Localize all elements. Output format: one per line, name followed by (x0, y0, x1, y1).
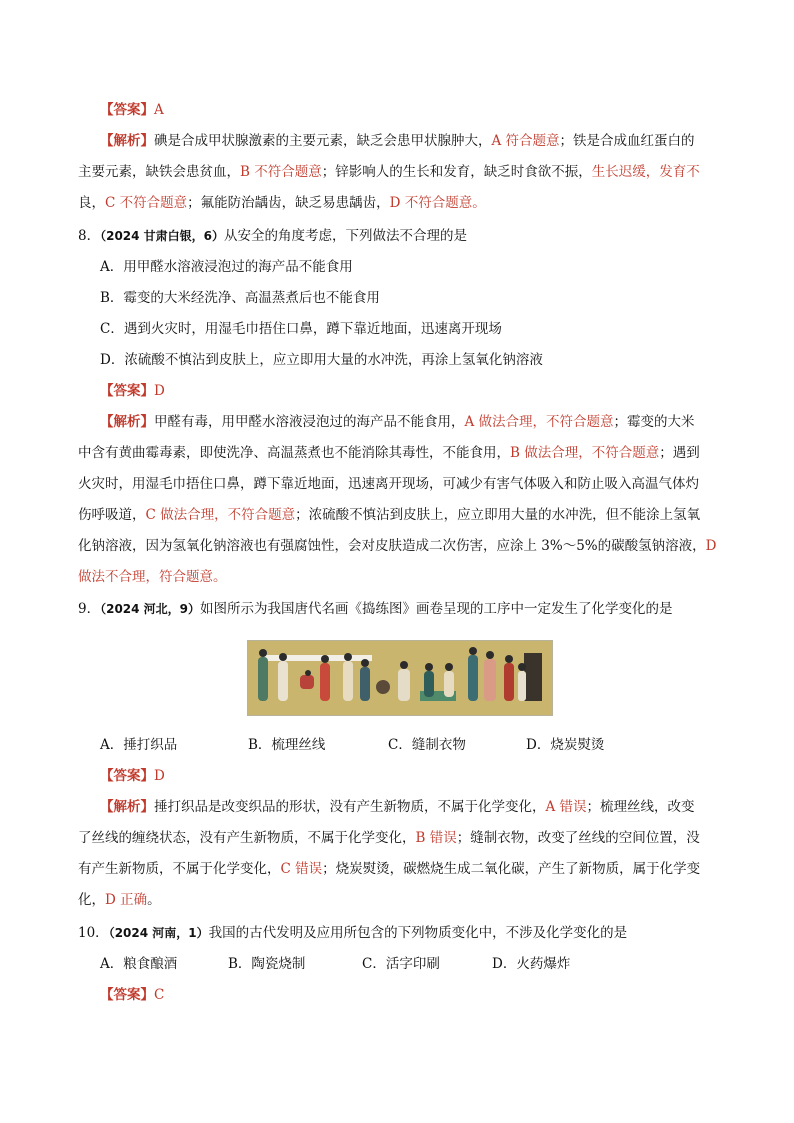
q8-analysis-line-3 (78, 475, 718, 493)
q8-analysis-line-6 (78, 568, 718, 586)
q8-analysis-line-2 (78, 444, 718, 462)
analysis-highlight: A 错误 (545, 799, 587, 815)
analysis-text: ；遇到 (659, 445, 700, 461)
q8-analysis-line-5 (78, 537, 718, 555)
q10-option-c: C．活字印刷 (362, 956, 440, 972)
analysis-tag: 【解析】 (100, 133, 154, 149)
q10-option-d: D．火药爆炸 (492, 956, 571, 972)
analysis-text: ；浓硫酸不慎沾到皮肤上，应立即用大量的水冲洗，但不能涂上氢氧 (295, 507, 701, 523)
analysis-text: 了丝线的缠绕状态，没有产生新物质，不属于化学变化， (78, 830, 416, 846)
q9-stem (78, 600, 718, 618)
answer-value: C (154, 987, 165, 1003)
analysis-text: 良， (78, 195, 105, 211)
q8-answer (100, 382, 718, 400)
analysis-text: 。 (147, 892, 161, 908)
analysis-text: 化钠溶液，因为氢氧化钠溶液也有强腐蚀性，会对皮肤造成二次伤害，应涂上 3%～5%的碳酸氢钠溶液， (78, 538, 706, 554)
analysis-highlight: B 做法合理，不符合题意 (510, 445, 660, 461)
silk-cloth (262, 655, 372, 661)
analysis-text: 甲醛有毒，用甲醛水溶液浸泡过的海产品不能食用， (154, 414, 465, 430)
analysis-text: ；氟能防治龋齿，缺乏易患龋齿， (187, 195, 390, 211)
q10-stem (78, 924, 718, 942)
q9-analysis-line-2 (78, 829, 718, 847)
q9-option-b: B．梳理丝线 (248, 737, 326, 753)
painting-figures (248, 641, 552, 715)
q8-analysis-line-1 (100, 413, 718, 431)
question-number: 8． (78, 228, 101, 244)
analysis-highlight: C 不符合题意 (105, 195, 188, 211)
analysis-highlight: 生长迟缓，发育不 (591, 164, 700, 180)
answer-tag: 【答案】 (100, 383, 154, 399)
analysis-text: 碘是合成甲状腺激素的主要元素，缺乏会患甲状腺肿大， (154, 133, 492, 149)
question-source: （2024 甘肃白银，6） (100, 229, 225, 243)
analysis-text: 火灾时，用湿毛巾捂住口鼻，蹲下靠近地面，迅速离开现场，可减少有害气体吸入和防止吸入高温气体灼 (78, 476, 699, 492)
analysis-highlight: D 不符合题意。 (389, 195, 486, 211)
analysis-text: 中含有黄曲霉毒素，即使洗净、高温蒸煮也不能消除其毒性，不能食用， (78, 445, 510, 461)
analysis-highlight: B 不符合题意 (240, 164, 322, 180)
q7-analysis-line-3 (78, 194, 718, 212)
analysis-text: 主要元素，缺铁会患贫血， (78, 164, 240, 180)
analysis-highlight: D 正确 (105, 892, 148, 908)
analysis-highlight: A 符合题意 (491, 133, 560, 149)
q10-options (100, 955, 620, 973)
answer-value: D (154, 768, 165, 784)
analysis-text: ；锌影响人的生长和发育，缺乏时食欲不振， (321, 164, 592, 180)
question-source: （2024 河南，1） (108, 926, 209, 940)
analysis-text: ；霉变的大米 (613, 414, 695, 430)
answer-tag: 【答案】 (100, 768, 154, 784)
q10-option-a: A．粮食酿酒 (100, 956, 178, 972)
q9-option-d: D．烧炭熨烫 (526, 737, 605, 753)
q8-option-d: D．浓硫酸不慎沾到皮肤上，应立即用大量的水冲洗，再涂上氢氧化钠溶液 (100, 352, 543, 368)
q9-option-c: C．缝制衣物 (388, 737, 466, 753)
answer-tag: 【答案】 (100, 987, 154, 1003)
analysis-tag: 【解析】 (100, 414, 154, 430)
q9-option-a: A．捶打织品 (100, 737, 178, 753)
q8-option-c: C．遇到火灾时，用湿毛巾捂住口鼻，蹲下靠近地面，迅速离开现场 (100, 321, 502, 337)
question-stem: 我国的古代发明及应用所包含的下列物质变化中，不涉及化学变化的是 (208, 925, 628, 941)
q8-stem (78, 227, 718, 245)
q7-analysis-line-2 (78, 163, 718, 181)
analysis-text: ；缝制衣物，改变了丝线的空间位置，没 (456, 830, 700, 846)
analysis-tag: 【解析】 (100, 799, 154, 815)
q9-answer (100, 767, 718, 785)
answer-value: D (154, 383, 165, 399)
question-stem: 从安全的角度考虑，下列做法不合理的是 (224, 228, 468, 244)
q9-options (100, 736, 660, 754)
q9-analysis-line-3 (78, 860, 718, 878)
analysis-highlight: D (705, 538, 717, 554)
question-stem: 如图所示为我国唐代名画《捣练图》画卷呈现的工序中一定发生了化学变化的是 (200, 601, 673, 617)
analysis-text: 有产生新物质，不属于化学变化， (78, 861, 281, 877)
analysis-text: ；烧炭熨烫，碳燃烧生成二氧化碳，产生了新物质，属于化学变 (322, 861, 701, 877)
answer-tag: 【答案】 (100, 102, 154, 118)
analysis-highlight: C 做法合理，不符合题意 (145, 507, 296, 523)
analysis-highlight: 做法不合理，符合题意。 (78, 569, 227, 585)
analysis-highlight: A 做法合理，不符合题意 (464, 414, 614, 430)
question-number: 9． (78, 601, 101, 617)
analysis-highlight: B 错误 (415, 830, 457, 846)
analysis-text: ；梳理丝线，改变 (586, 799, 695, 815)
q8-analysis-line-4 (78, 506, 718, 524)
analysis-text: 化， (78, 892, 105, 908)
question-source: （2024 河北，9） (100, 602, 201, 616)
analysis-text: ；铁是合成血红蛋白的 (559, 133, 695, 149)
q7-answer (100, 101, 718, 119)
analysis-text: 捶打织品是改变织品的形状，没有产生新物质，不属于化学变化， (154, 799, 546, 815)
question-number: 10． (78, 925, 109, 941)
q9-analysis-line-4 (78, 891, 718, 909)
q10-answer (100, 986, 718, 1004)
q8-option-a: A．用甲醛水溶液浸泡过的海产品不能食用 (100, 259, 353, 275)
analysis-text: 伤呼吸道， (78, 507, 146, 523)
daolian-painting-image (247, 640, 553, 716)
q10-option-b: B．陶瓷烧制 (228, 956, 306, 972)
answer-value: A (154, 102, 164, 118)
analysis-highlight: C 错误 (280, 861, 323, 877)
q7-analysis-line-1 (100, 132, 718, 150)
q9-analysis-line-1 (100, 798, 718, 816)
q8-option-b: B．霉变的大米经洗净、高温蒸煮后也不能食用 (100, 290, 380, 306)
